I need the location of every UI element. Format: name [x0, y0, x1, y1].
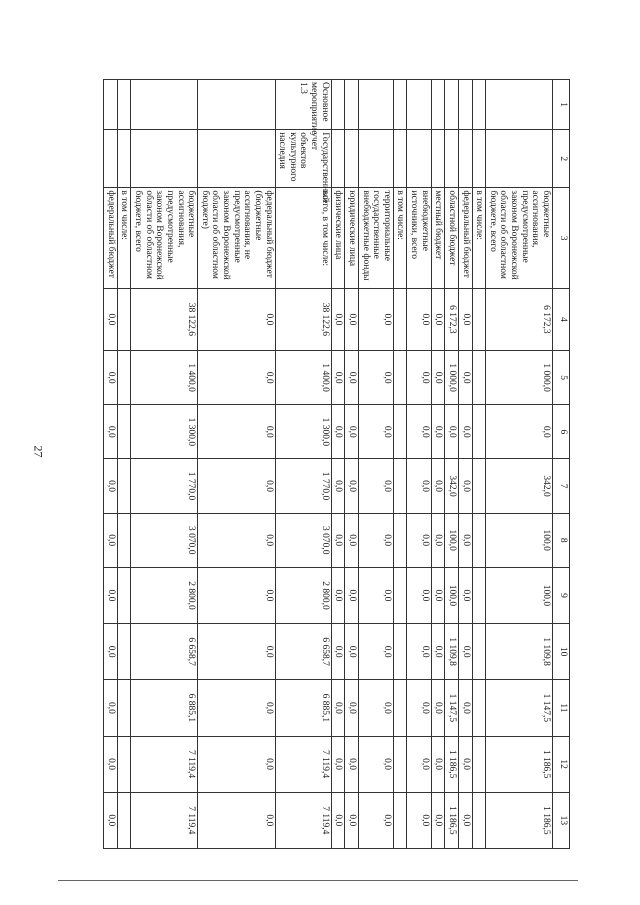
value-cell: 0,0: [104, 567, 118, 623]
value-cell: 0,0: [359, 736, 394, 792]
value-cell: 0,0: [431, 624, 445, 680]
value-cell: 1 186,5: [486, 792, 553, 848]
value-cell: 0,0: [431, 288, 445, 350]
value-cell: [472, 624, 486, 680]
value-cell: [472, 792, 486, 848]
value-cell: [393, 351, 407, 405]
rotated-page: [70, 79, 570, 849]
source-cell: бюджетные ассигнования, предусмотренные законом Воронежской области об областном бюджете, всего: [486, 188, 553, 288]
header-cell: 4: [553, 288, 570, 350]
title-cell: Государственный учет объектов культурного наследия: [275, 130, 331, 188]
table-row: [407, 80, 431, 849]
header-cell: 8: [553, 513, 570, 567]
value-cell: 0,0: [331, 405, 345, 459]
value-cell: 0,0: [345, 624, 359, 680]
value-cell: 0,0: [104, 288, 118, 350]
value-cell: 0,0: [431, 459, 445, 513]
header-cell: 10: [553, 624, 570, 680]
value-cell: 38 122,6: [131, 288, 198, 350]
value-cell: 1 147,5: [445, 680, 459, 736]
value-cell: 0,0: [359, 792, 394, 848]
table-row: [445, 80, 459, 849]
value-cell: 1 770,0: [275, 459, 331, 513]
title-cell: [345, 130, 359, 188]
header-cell: 9: [553, 567, 570, 623]
value-cell: [472, 680, 486, 736]
header-cell: 5: [553, 351, 570, 405]
header-cell: 11: [553, 680, 570, 736]
program-cell: [359, 80, 394, 130]
value-cell: 0,0: [407, 792, 431, 848]
value-cell: 0,0: [459, 624, 473, 680]
value-cell: 1 300,0: [131, 405, 198, 459]
program-cell: Основное мероприятие 1.3: [275, 80, 331, 130]
value-cell: 100,0: [486, 567, 553, 623]
value-cell: 1 300,0: [275, 405, 331, 459]
value-cell: [393, 459, 407, 513]
value-cell: 0,0: [359, 459, 394, 513]
value-cell: 0,0: [198, 405, 275, 459]
program-cell: [104, 80, 118, 130]
value-cell: 0,0: [104, 736, 118, 792]
value-cell: 7 119,4: [131, 792, 198, 848]
value-cell: [393, 288, 407, 350]
table-row: [345, 80, 359, 849]
value-cell: 0,0: [104, 513, 118, 567]
value-cell: [117, 624, 131, 680]
header-cell: 3: [553, 188, 570, 288]
value-cell: [117, 288, 131, 350]
title-cell: [393, 130, 407, 188]
value-cell: 6 172,3: [445, 288, 459, 350]
header-cell: 7: [553, 459, 570, 513]
value-cell: 0,0: [359, 405, 394, 459]
source-cell: местный бюджет: [431, 188, 445, 288]
title-cell: [198, 130, 275, 188]
value-cell: [393, 513, 407, 567]
value-cell: 342,0: [486, 459, 553, 513]
value-cell: 0,0: [104, 792, 118, 848]
value-cell: 6 885,1: [275, 680, 331, 736]
value-cell: 0,0: [359, 351, 394, 405]
title-cell: [407, 130, 431, 188]
value-cell: 0,0: [431, 351, 445, 405]
value-cell: 0,0: [198, 459, 275, 513]
value-cell: 0,0: [345, 680, 359, 736]
value-cell: 3 070,0: [131, 513, 198, 567]
value-cell: 0,0: [459, 288, 473, 350]
value-cell: 1 400,0: [131, 351, 198, 405]
value-cell: 0,0: [407, 405, 431, 459]
value-cell: [472, 288, 486, 350]
title-cell: [331, 130, 345, 188]
program-cell: [345, 80, 359, 130]
value-cell: 0,0: [331, 792, 345, 848]
value-cell: 0,0: [198, 624, 275, 680]
value-cell: 0,0: [198, 288, 275, 350]
value-cell: [472, 513, 486, 567]
value-cell: [117, 351, 131, 405]
value-cell: 1 109,8: [486, 624, 553, 680]
value-cell: 0,0: [359, 567, 394, 623]
value-cell: 0,0: [345, 792, 359, 848]
value-cell: 0,0: [359, 288, 394, 350]
value-cell: 7 119,4: [275, 736, 331, 792]
program-cell: [445, 80, 459, 130]
value-cell: 6 172,3: [486, 288, 553, 350]
source-cell: в том числе:: [393, 188, 407, 288]
value-cell: 0,0: [331, 459, 345, 513]
value-cell: 1 147,5: [486, 680, 553, 736]
value-cell: 1 400,0: [275, 351, 331, 405]
value-cell: 0,0: [459, 736, 473, 792]
value-cell: 1 186,5: [486, 736, 553, 792]
value-cell: 7 119,4: [131, 736, 198, 792]
header-cell: 13: [553, 792, 570, 848]
title-cell: [486, 130, 553, 188]
program-cell: [431, 80, 445, 130]
value-cell: 6 658,7: [131, 624, 198, 680]
value-cell: [393, 624, 407, 680]
program-cell: [459, 80, 473, 130]
value-cell: 0,0: [431, 513, 445, 567]
table-row: [275, 80, 331, 849]
value-cell: 0,0: [331, 680, 345, 736]
value-cell: 0,0: [198, 680, 275, 736]
value-cell: 0,0: [359, 513, 394, 567]
value-cell: 7 119,4: [275, 792, 331, 848]
header-cell: 2: [553, 130, 570, 188]
value-cell: 1 186,5: [445, 792, 459, 848]
value-cell: [472, 405, 486, 459]
value-cell: 0,0: [459, 351, 473, 405]
program-cell: [486, 80, 553, 130]
program-cell: [407, 80, 431, 130]
value-cell: [117, 680, 131, 736]
table-row: [104, 80, 118, 849]
value-cell: 3 070,0: [275, 513, 331, 567]
value-cell: 0,0: [407, 567, 431, 623]
value-cell: 0,0: [104, 351, 118, 405]
page-number: 27: [31, 445, 46, 458]
source-cell: областной бюджет: [445, 188, 459, 288]
title-cell: [431, 130, 445, 188]
table-row: [393, 80, 407, 849]
value-cell: 0,0: [407, 459, 431, 513]
source-cell: территориальные государственные внебюджетные фонды: [359, 188, 394, 288]
value-cell: 0,0: [345, 288, 359, 350]
value-cell: 0,0: [407, 351, 431, 405]
table-body: [104, 80, 553, 849]
value-cell: 6 658,7: [275, 624, 331, 680]
budget-table: [103, 79, 570, 849]
title-cell: [472, 130, 486, 188]
value-cell: 0,0: [359, 624, 394, 680]
title-cell: [459, 130, 473, 188]
source-cell: в том числе:: [117, 188, 131, 288]
value-cell: 0,0: [104, 624, 118, 680]
value-cell: [117, 459, 131, 513]
value-cell: 100,0: [445, 513, 459, 567]
source-cell: бюджетные ассигнования, предусмотренные законом Воронежской области об областном бюджете, всего: [131, 188, 198, 288]
table-row: [331, 80, 345, 849]
value-cell: 0,0: [431, 405, 445, 459]
program-cell: [472, 80, 486, 130]
value-cell: 0,0: [459, 513, 473, 567]
value-cell: 0,0: [104, 459, 118, 513]
title-cell: [131, 130, 198, 188]
value-cell: 0,0: [407, 288, 431, 350]
value-cell: [117, 736, 131, 792]
source-cell: федеральный бюджет: [459, 188, 473, 288]
value-cell: 342,0: [445, 459, 459, 513]
value-cell: 0,0: [445, 405, 459, 459]
value-cell: [472, 736, 486, 792]
value-cell: 2 800,0: [131, 567, 198, 623]
value-cell: [393, 680, 407, 736]
value-cell: 100,0: [445, 567, 459, 623]
value-cell: 100,0: [486, 513, 553, 567]
program-cell: [331, 80, 345, 130]
value-cell: 0,0: [459, 680, 473, 736]
value-cell: 0,0: [407, 624, 431, 680]
table-row: [431, 80, 445, 849]
source-cell: физические лица: [331, 188, 345, 288]
value-cell: [117, 405, 131, 459]
value-cell: 0,0: [431, 680, 445, 736]
value-cell: 0,0: [198, 513, 275, 567]
value-cell: 0,0: [345, 405, 359, 459]
bottom-rule: [58, 880, 578, 881]
header-cell: 1: [553, 80, 570, 130]
program-cell: [198, 80, 275, 130]
value-cell: 0,0: [198, 736, 275, 792]
value-cell: 0,0: [104, 405, 118, 459]
value-cell: 0,0: [486, 405, 553, 459]
value-cell: 0,0: [345, 351, 359, 405]
value-cell: 0,0: [431, 792, 445, 848]
header-cell: 12: [553, 736, 570, 792]
table-row: [359, 80, 394, 849]
value-cell: 0,0: [459, 405, 473, 459]
table-row: [486, 80, 553, 849]
value-cell: [393, 736, 407, 792]
value-cell: 1 109,8: [445, 624, 459, 680]
value-cell: 1 000,0: [486, 351, 553, 405]
program-cell: [117, 80, 131, 130]
value-cell: 0,0: [345, 459, 359, 513]
title-cell: [104, 130, 118, 188]
value-cell: [117, 792, 131, 848]
value-cell: [393, 567, 407, 623]
value-cell: 0,0: [331, 624, 345, 680]
title-cell: [117, 130, 131, 188]
source-cell: юридические лица: [345, 188, 359, 288]
value-cell: 1 186,5: [445, 736, 459, 792]
table-row: [117, 80, 131, 849]
value-cell: 0,0: [459, 792, 473, 848]
table-row: [131, 80, 198, 849]
table-row: [459, 80, 473, 849]
source-cell: федеральный бюджет: [104, 188, 118, 288]
table-row: [198, 80, 275, 849]
value-cell: 0,0: [331, 351, 345, 405]
value-cell: [472, 567, 486, 623]
value-cell: 1 000,0: [445, 351, 459, 405]
value-cell: [393, 792, 407, 848]
value-cell: [472, 459, 486, 513]
value-cell: 1 770,0: [131, 459, 198, 513]
value-cell: 0,0: [345, 736, 359, 792]
value-cell: 0,0: [331, 288, 345, 350]
header-row: [553, 80, 570, 849]
value-cell: 0,0: [345, 513, 359, 567]
value-cell: [117, 513, 131, 567]
value-cell: [117, 567, 131, 623]
title-cell: [445, 130, 459, 188]
title-cell: [359, 130, 394, 188]
source-cell: в том числе:: [472, 188, 486, 288]
value-cell: 0,0: [359, 680, 394, 736]
value-cell: 0,0: [345, 567, 359, 623]
table-row: [472, 80, 486, 849]
value-cell: 0,0: [198, 792, 275, 848]
value-cell: [472, 351, 486, 405]
value-cell: 0,0: [407, 513, 431, 567]
value-cell: 0,0: [331, 567, 345, 623]
source-cell: всего, в том числе:: [275, 188, 331, 288]
value-cell: 0,0: [459, 459, 473, 513]
value-cell: 0,0: [331, 736, 345, 792]
program-cell: [393, 80, 407, 130]
program-cell: [131, 80, 198, 130]
value-cell: 0,0: [331, 513, 345, 567]
value-cell: 38 122,6: [275, 288, 331, 350]
value-cell: 2 800,0: [275, 567, 331, 623]
source-cell: внебюджетные источники, всего: [407, 188, 431, 288]
value-cell: 0,0: [407, 736, 431, 792]
value-cell: 0,0: [104, 680, 118, 736]
value-cell: 0,0: [407, 680, 431, 736]
header-cell: 6: [553, 405, 570, 459]
value-cell: 0,0: [198, 567, 275, 623]
value-cell: 0,0: [431, 567, 445, 623]
value-cell: 0,0: [198, 351, 275, 405]
value-cell: 0,0: [459, 567, 473, 623]
source-cell: федеральный бюджет (бюджетные ассигнования, не предусмотренные законом Воронежской области об областном бюджете): [198, 188, 275, 288]
value-cell: 0,0: [431, 736, 445, 792]
value-cell: 6 885,1: [131, 680, 198, 736]
value-cell: [393, 405, 407, 459]
